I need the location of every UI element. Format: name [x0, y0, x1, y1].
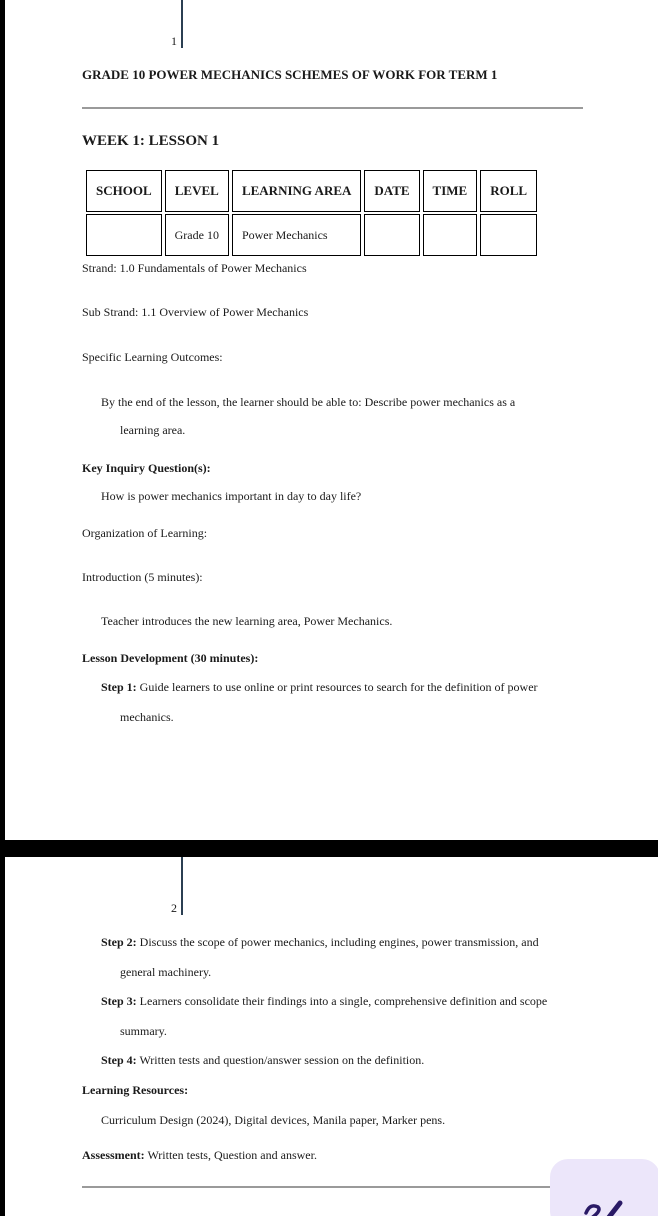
learning-resources-label: Learning Resources: [82, 1083, 189, 1097]
assessment-line [82, 1148, 317, 1163]
pen-icon [550, 1159, 658, 1216]
table-cell-roll [480, 214, 537, 256]
title-divider [82, 107, 583, 109]
table-header-time: TIME [423, 170, 478, 212]
table-header-school: SCHOOL [86, 170, 162, 212]
assessment-label: Assessment: [82, 1148, 145, 1162]
sub-strand-text: Sub Strand: 1.1 Overview of Power Mechanics [82, 305, 309, 319]
page-number-rule [181, 857, 183, 915]
table-header-learning-area: LEARNING AREA [232, 170, 361, 212]
step3-line1 [101, 994, 547, 1009]
step1-line2: mechanics. [120, 710, 174, 724]
step2-line2: general machinery. [120, 965, 212, 979]
table-cell-date [364, 214, 419, 256]
lesson-info-table [83, 168, 540, 258]
organization-label: Organization of Learning: [82, 526, 208, 540]
table-header-roll: ROLL [480, 170, 537, 212]
strand-text: Strand: 1.0 Fundamentals of Power Mechanics [82, 261, 307, 275]
week-lesson-heading: WEEK 1: LESSON 1 [82, 133, 220, 149]
page-number: 1 [171, 34, 177, 48]
step3-line2: summary. [120, 1024, 167, 1038]
introduction-text: Teacher introduces the new learning area, Power Mechanics. [101, 614, 393, 628]
step1-text: Guide learners to use online or print resources to search for the definition of power [136, 680, 538, 694]
lesson-development-label: Lesson Development (30 minutes): [82, 651, 259, 665]
step3-text: Learners consolidate their findings into a single, comprehensive definition and scope [136, 994, 548, 1008]
step4-line [101, 1053, 424, 1068]
step2-line1 [101, 935, 539, 950]
table-header-level: LEVEL [165, 170, 229, 212]
document-page-1 [5, 0, 658, 840]
step3-label: Step 3: [101, 994, 137, 1008]
step4-label: Step 4: [101, 1053, 137, 1067]
table-cell-time [423, 214, 478, 256]
step2-text: Discuss the scope of power mechanics, including engines, power transmission, and [136, 935, 539, 949]
table-cell-learning-area: Power Mechanics [232, 214, 361, 256]
table-header-row [86, 170, 537, 212]
slo-label: Specific Learning Outcomes: [82, 350, 223, 364]
table-header-date: DATE [364, 170, 419, 212]
table-cell-school [86, 214, 162, 256]
document-page-2 [5, 857, 658, 1216]
bottom-divider [82, 1186, 552, 1188]
step4-text: Written tests and question/answer session on the definition. [136, 1053, 425, 1067]
table-cell-level: Grade 10 [165, 214, 229, 256]
slo-text-line1: By the end of the lesson, the learner should be able to: Describe power mechanics as a [101, 395, 516, 409]
kiq-label: Key Inquiry Question(s): [82, 461, 211, 475]
learning-resources-text: Curriculum Design (2024), Digital devices, Manila paper, Marker pens. [101, 1113, 446, 1127]
slo-text-line2: learning area. [120, 423, 186, 437]
step1-label: Step 1: [101, 680, 137, 694]
step1-line1 [101, 680, 538, 695]
edit-fab-button[interactable] [550, 1159, 658, 1216]
introduction-label: Introduction (5 minutes): [82, 570, 203, 584]
document-title: GRADE 10 POWER MECHANICS SCHEMES OF WORK FOR TERM 1 [82, 67, 498, 82]
step2-label: Step 2: [101, 935, 137, 949]
page-number: 2 [171, 901, 177, 915]
page-number-rule [181, 0, 183, 48]
assessment-text: Written tests, Question and answer. [144, 1148, 317, 1162]
kiq-text: How is power mechanics important in day to day life? [101, 489, 362, 503]
table-row [86, 214, 537, 256]
